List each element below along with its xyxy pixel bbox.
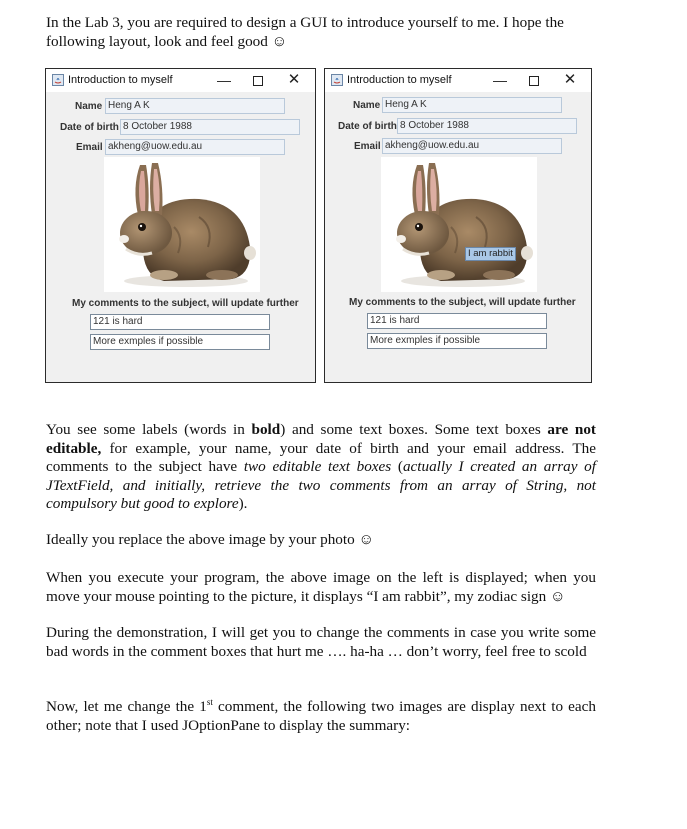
p1-italic-2: actually I created an array of JTextField, and initially, retrieve the two comments from an array of String, not compulsory but good to explore xyxy=(46,458,596,513)
minimize-icon[interactable]: — xyxy=(217,72,231,88)
comment-field-1[interactable]: 121 is hard xyxy=(367,313,547,329)
java-app-icon xyxy=(52,74,64,86)
p5-text-a: Now, let me change the 1 xyxy=(46,698,207,715)
email-label: Email xyxy=(76,142,103,153)
intro-line-2: following layout, look and feel good xyxy=(46,32,268,50)
window-title: Introduction to myself xyxy=(68,74,173,86)
intro-paragraph xyxy=(46,14,596,51)
comment-field-1[interactable]: 121 is hard xyxy=(90,314,270,330)
name-field: Heng A K xyxy=(105,98,285,114)
dob-field: 8 October 1988 xyxy=(120,119,300,135)
title-bar[interactable] xyxy=(46,69,315,92)
comment-field-2[interactable]: More exmples if possible xyxy=(90,334,270,350)
paragraph-photo xyxy=(46,531,596,550)
name-label: Name xyxy=(75,101,103,112)
maximize-icon[interactable] xyxy=(249,71,267,89)
email-label: Email xyxy=(354,141,381,152)
rabbit-photo[interactable] xyxy=(381,157,537,292)
paragraph-demonstration xyxy=(46,624,596,661)
rabbit-image xyxy=(381,157,537,292)
paragraph-labels xyxy=(46,421,596,514)
p1-bold-1: bold xyxy=(251,421,281,438)
close-icon[interactable]: ✕ xyxy=(563,71,577,88)
p1-text-a: You see some labels (words in xyxy=(46,421,252,438)
smiley-icon: ☺ xyxy=(271,32,288,50)
name-label: Name xyxy=(353,100,381,111)
intro-line-1: In the Lab 3, you are required to design a GUI to introduce yourself to me. I hope the xyxy=(46,14,564,31)
p3-text: When you execute your program, the above image on the left is displayed; when you move your mouse pointing to the picture, it displays “I am rabbit”, my zodiac sign xyxy=(46,569,596,605)
rabbit-image xyxy=(104,157,260,292)
comments-label: My comments to the subject, will update further xyxy=(72,298,299,309)
window-title: Introduction to myself xyxy=(347,74,452,86)
maximize-icon[interactable] xyxy=(525,71,543,89)
java-app-icon xyxy=(331,74,343,86)
dob-label: Date of birth xyxy=(338,121,397,132)
p1-text-b: ) and some text boxes. Some text boxes xyxy=(280,421,548,438)
p1-italic-1: two editable text boxes xyxy=(243,458,392,476)
p1-text-d: ( xyxy=(391,458,403,476)
minimize-icon[interactable]: — xyxy=(493,72,507,88)
p2-text: Ideally you replace the above image by your photo xyxy=(46,531,355,548)
title-bar[interactable] xyxy=(325,69,591,92)
p5-text-b: comment, the following two images are display next to each other; note that I used JOptionPane to display the summary: xyxy=(46,698,596,734)
rabbit-tooltip: I am rabbit xyxy=(465,247,516,261)
right-window xyxy=(324,68,592,383)
close-icon[interactable]: ✕ xyxy=(287,71,301,88)
left-window xyxy=(45,68,316,383)
smiley-icon: ☺ xyxy=(550,587,566,605)
p1-text-e: ). xyxy=(238,495,248,513)
paragraph-execute xyxy=(46,569,596,606)
p1-bold-2: are not editable, xyxy=(46,421,596,457)
smiley-icon: ☺ xyxy=(358,531,375,548)
comments-label: My comments to the subject, will update further xyxy=(349,297,576,308)
rabbit-photo[interactable] xyxy=(104,157,260,292)
dob-label: Date of birth xyxy=(60,122,119,133)
p4-text: During the demonstration, I will get you to change the comments in case you write some bad words in the comment boxes that hurt me …. ha-ha … don’t worry, feel free to scold xyxy=(46,624,596,660)
p5-superscript: st xyxy=(206,696,213,707)
paragraph-change-comment xyxy=(46,698,596,735)
p1-text-c: for example, your name, your date of birth and your email address. The comments to the subject have xyxy=(46,439,596,476)
email-field: akheng@uow.edu.au xyxy=(105,139,285,155)
email-field: akheng@uow.edu.au xyxy=(382,138,562,154)
dob-field: 8 October 1988 xyxy=(397,118,577,134)
name-field: Heng A K xyxy=(382,97,562,113)
comment-field-2[interactable]: More exmples if possible xyxy=(367,333,547,349)
